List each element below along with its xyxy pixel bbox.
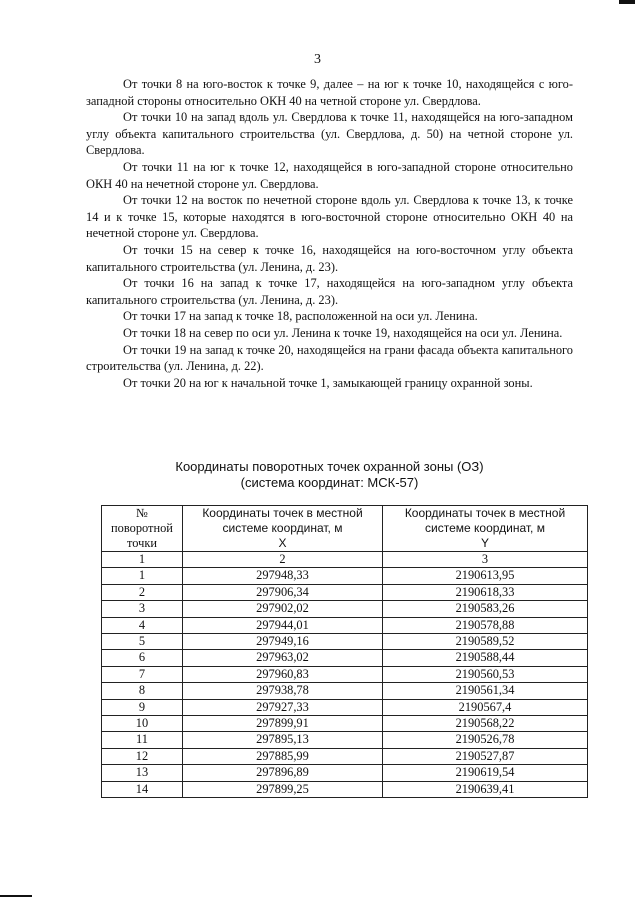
y-coordinate-cell: 2190588,44 — [383, 650, 588, 666]
point-number-cell: 8 — [102, 683, 183, 699]
x-coordinate-cell: 297899,91 — [183, 716, 383, 732]
index-cell: 2 — [183, 552, 383, 568]
y-coordinate-cell: 2190618,33 — [383, 584, 588, 600]
x-coordinate-cell: 297902,02 — [183, 601, 383, 617]
x-coordinate-cell: 297885,99 — [183, 748, 383, 764]
header-point-number: № поворотной точки — [102, 506, 183, 552]
y-coordinate-cell: 2190639,41 — [383, 781, 588, 797]
point-number-cell: 3 — [102, 601, 183, 617]
x-coordinate-cell: 297948,33 — [183, 568, 383, 584]
y-coordinate-cell: 2190567,4 — [383, 699, 588, 715]
point-number-cell: 13 — [102, 765, 183, 781]
y-coordinate-cell: 2190560,53 — [383, 666, 588, 682]
y-coordinate-cell: 2190561,34 — [383, 683, 588, 699]
table-row — [102, 634, 588, 650]
page-number: 3 — [314, 52, 321, 67]
y-coordinate-cell: 2190589,52 — [383, 634, 588, 650]
x-coordinate-cell: 297899,25 — [183, 781, 383, 797]
table-caption-title: Координаты поворотных точек охранной зоны (ОЗ) — [175, 459, 484, 474]
table-row — [102, 781, 588, 797]
y-coordinate-cell: 2190583,26 — [383, 601, 588, 617]
x-coordinate-cell: 297949,16 — [183, 634, 383, 650]
header-x-coordinate: Координаты точек в местной системе координат, м X — [183, 506, 383, 552]
table-caption-subtitle: (система координат: МСК-57) — [240, 475, 419, 490]
table-row — [102, 732, 588, 748]
paragraph: От точки 11 на юг к точке 12, находящейся в юго-западной стороне относительно ОКН 40 на нечетной стороне ул. Свердлова. — [86, 159, 573, 191]
index-cell: 3 — [383, 552, 588, 568]
table-row — [102, 568, 588, 584]
x-coordinate-cell: 297963,02 — [183, 650, 383, 666]
x-coordinate-cell: 297896,89 — [183, 765, 383, 781]
paragraph: От точки 12 на восток по нечетной стороне вдоль ул. Свердлова к точке 13, к точке 14 и к точке 15, которые находятся в юго-восточной стороне относительно ОКН 40 на нечетной стороне ул. Свердлова. — [86, 193, 573, 241]
paragraph: От точки 16 на запад к точке 17, находящейся на юго-западном углу объекта капитального строительства (ул. Ленина, д. 23). — [86, 276, 573, 307]
paragraph: От точки 8 на юго-восток к точке 9, далее – на юг к точке 10, находящейся с юго-западной стороны относительно ОКН 40 на четной стороне ул. Свердлова. — [86, 77, 573, 108]
paragraph: От точки 18 на север по оси ул. Ленина к точке 19, находящейся на оси ул. Ленина. — [123, 325, 563, 340]
table-index-row — [102, 552, 588, 568]
y-coordinate-cell: 2190578,88 — [383, 617, 588, 633]
point-number-cell: 12 — [102, 748, 183, 764]
y-coordinate-cell: 2190527,87 — [383, 748, 588, 764]
paragraph: От точки 10 на запад вдоль ул. Свердлова к точке 11, находящейся на юго-западном углу объекта капитального строительства (ул. Свердлова, д. 50) на четной стороне ул. Свердлова. — [86, 110, 573, 158]
x-coordinate-cell: 297938,78 — [183, 683, 383, 699]
table-row — [102, 683, 588, 699]
point-number-cell: 10 — [102, 716, 183, 732]
x-coordinate-cell: 297895,13 — [183, 732, 383, 748]
header-y-coordinate: Координаты точек в местной системе координат, м Y — [383, 506, 588, 552]
y-coordinate-cell: 2190613,95 — [383, 568, 588, 584]
point-number-cell: 2 — [102, 584, 183, 600]
scan-edge-mark-bottom — [0, 895, 32, 897]
table-row — [102, 617, 588, 633]
y-coordinate-cell: 2190526,78 — [383, 732, 588, 748]
table-row — [102, 765, 588, 781]
point-number-cell: 6 — [102, 650, 183, 666]
paragraph: От точки 20 на юг к начальной точке 1, замыкающей границу охранной зоны. — [123, 375, 533, 390]
x-coordinate-cell: 297906,34 — [183, 584, 383, 600]
table-row — [102, 601, 588, 617]
scan-edge-mark-top — [619, 0, 635, 4]
y-coordinate-cell: 2190619,54 — [383, 765, 588, 781]
point-number-cell: 9 — [102, 699, 183, 715]
y-coordinate-cell: 2190568,22 — [383, 716, 588, 732]
boundary-description — [86, 76, 573, 391]
x-coordinate-cell: 297960,83 — [183, 666, 383, 682]
x-coordinate-cell: 297944,01 — [183, 617, 383, 633]
table-row — [102, 650, 588, 666]
point-number-cell: 7 — [102, 666, 183, 682]
paragraph: От точки 19 на запад к точке 20, находящейся на грани фасада объекта капитального строительства (ул. Ленина, д. 22). — [86, 342, 573, 374]
table-caption — [86, 459, 573, 491]
index-cell: 1 — [102, 552, 183, 568]
paragraph: От точки 17 на запад к точке 18, расположенной на оси ул. Ленина. — [123, 309, 478, 324]
table-row — [102, 666, 588, 682]
point-number-cell: 1 — [102, 568, 183, 584]
point-number-cell: 14 — [102, 781, 183, 797]
paragraph: От точки 15 на север к точке 16, находящейся на юго-восточном углу объекта капитального строительства (ул. Ленина, д. 23). — [86, 242, 573, 274]
table-row — [102, 716, 588, 732]
point-number-cell: 5 — [102, 634, 183, 650]
table-row — [102, 748, 588, 764]
table-body — [102, 568, 588, 798]
table-row — [102, 584, 588, 600]
table-row — [102, 699, 588, 715]
table-header-row — [102, 506, 588, 552]
point-number-cell: 4 — [102, 617, 183, 633]
x-coordinate-cell: 297927,33 — [183, 699, 383, 715]
coordinates-table — [101, 505, 588, 798]
point-number-cell: 11 — [102, 732, 183, 748]
